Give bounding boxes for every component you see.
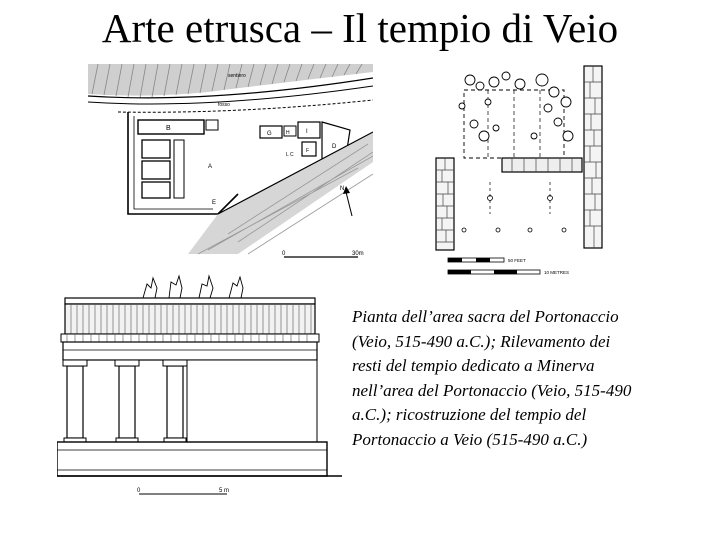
elevation-scale-zero: 0	[137, 488, 141, 494]
roof-statues	[143, 276, 243, 298]
site-plan-svg	[88, 64, 373, 264]
road-top-label: sentiero	[228, 73, 246, 79]
road-mid-label: fosso	[218, 102, 230, 108]
scale-feet-label: 50 FEET	[508, 258, 526, 263]
caption-line: nell’area del Portonaccio (Veio, 515-490	[352, 380, 632, 400]
column-markers	[462, 196, 566, 233]
roof-tiles	[71, 304, 311, 334]
corridor	[174, 140, 184, 198]
room-a-label: A	[208, 164, 213, 170]
left-wall	[436, 158, 454, 250]
feet-scale-fill-2	[476, 258, 490, 262]
temple-survey-svg	[424, 62, 610, 284]
metre-scale-fill-2	[494, 270, 517, 274]
plan-scale-zero: 0	[282, 251, 286, 257]
north-label: N	[340, 186, 345, 192]
room-h-label: H	[286, 130, 290, 136]
metre-scale-fill	[448, 270, 471, 274]
slide-title: Arte etrusca – Il tempio di Veio	[101, 5, 619, 51]
room-lc-label: L C	[286, 152, 294, 158]
temple-elevation-svg	[57, 270, 342, 502]
feet-scale-fill	[448, 258, 462, 262]
rubble-stones	[459, 72, 573, 141]
north-arrow-shaft	[346, 192, 352, 216]
podium	[57, 442, 327, 476]
column-axes	[490, 182, 550, 214]
caption-line: Pianta dell’area sacra del Portonaccio	[352, 307, 619, 326]
room-b-label: B	[166, 125, 171, 132]
plan-scale-end: 30m	[352, 251, 364, 257]
room-i	[298, 122, 320, 138]
room-block-2	[142, 161, 170, 179]
room-block-1	[142, 140, 170, 158]
room-e-label: E	[212, 200, 217, 206]
caption-line: Portonaccio a Veio (515-490 a.C.)	[352, 429, 588, 449]
columns	[63, 360, 187, 442]
front-wall	[502, 158, 582, 172]
elevation-scale-end: 5 m	[219, 488, 230, 494]
caption-line: (Veio, 515-490 a.C.); Rilevamento dei	[352, 331, 611, 351]
room-small-1	[206, 120, 218, 130]
scale-metres-label: 10 METRES	[544, 270, 570, 275]
caption-line: resti del tempio dedicato a Minerva	[352, 356, 595, 375]
temple-elevation-drawing	[57, 270, 342, 502]
road-edge-3	[118, 100, 373, 112]
roof-ridge	[65, 298, 315, 304]
room-block-3	[142, 182, 170, 198]
site-plan-drawing	[88, 64, 373, 264]
caption-line: a.C.); ricostruzione del tempio del	[352, 405, 587, 424]
entablature	[63, 342, 317, 360]
room-g-label: G	[267, 131, 272, 137]
room-i-label: I	[306, 129, 308, 135]
figure-caption	[352, 305, 692, 452]
tiled-roof	[65, 304, 315, 334]
temple-survey-drawing	[424, 62, 610, 284]
room-d-label: D	[332, 144, 337, 150]
cella-wall	[187, 360, 317, 442]
antefix-row	[61, 334, 319, 342]
room-f-label: F	[306, 148, 310, 154]
right-wall	[584, 66, 602, 248]
cella-divisions	[488, 90, 540, 158]
room-b	[138, 120, 204, 134]
